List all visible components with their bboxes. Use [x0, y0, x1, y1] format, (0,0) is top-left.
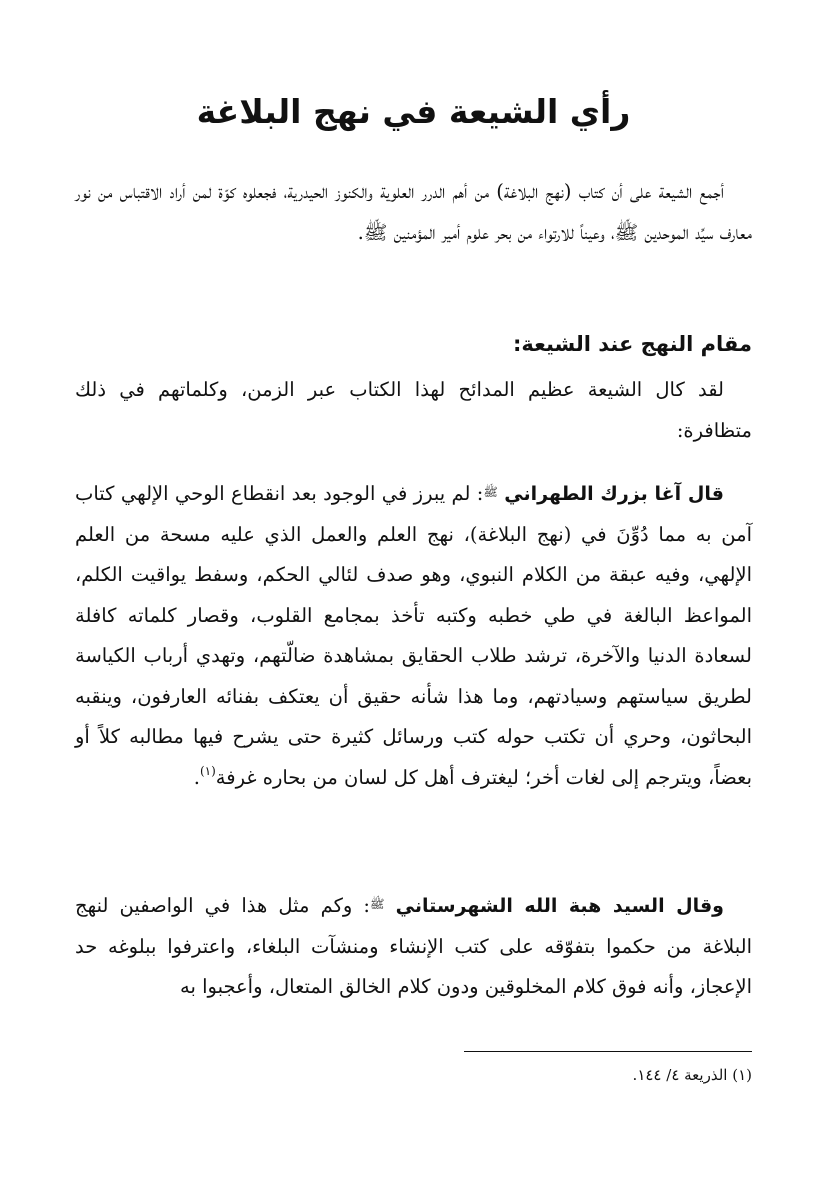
quote-speaker: وقال السيد هبة الله الشهرستاني — [395, 895, 724, 917]
quote-speaker: قال آغا بزرك الطهراني — [504, 483, 724, 505]
page-title: رأي الشيعة في نهج البلاغة — [196, 92, 631, 131]
quote-end: . — [193, 765, 200, 789]
quote-paragraph-shahrestani — [75, 884, 752, 1008]
footnote: (١) الذريعة ٤/ ١٤٤. — [632, 1066, 752, 1084]
honorific-icon: ﷺ — [369, 897, 385, 911]
footnote-marker[interactable]: (١) — [199, 763, 216, 778]
quote-text: : لم يبرز في الوجود بعد انقطاع الوحي الإلهي كتاب آمن به مما دُوِّنَ في (نهج البلاغة)، نهج العلم والعمل الذي عليه مسحة من العلم الإلهي، وفيه عبقة من الكلام النبوي، وهو صدف لئالي الحكم، وسفط يواقيت الكلم، المواعظ البالغة في طي خطبه وكتبه تأخذ بمجامع القلوب، وقصار كلماته كافلة لسعادة الدنيا والآخرة، ترشد طلاب الحقايق بمشاهدة ضالّتهم، وتهدي أرباب الكياسة لطريق سياستهم وسيادتهم، وما هذا شأنه حقيق أن يعتكف بفنائه العارفون، وينقبه البحاثون، وحري أن تكتب حوله كتب ورسائل كثيرة حتى يشرح فيها مطالبه كلاً أو بعضاً، ويترجم إلى لغات أخر؛ ليغترف أهل كل لسان من بحاره غرفة — [75, 482, 752, 789]
intro-paragraph: أجمع الشيعة على أن كتاب (نهج البلاغة) من أهم الدرر العلوية والكنوز الحيدرية، فجعلوه كوّة لمن أراد الاقتباس من نور معارف سيِّد الموحدين ﷺ، وعيناً للارتواء من بحر علوم أمير المؤمنين ﷺ. — [75, 180, 752, 244]
quote-paragraph-tehrani — [75, 472, 752, 798]
quote-text: : وكم مثل هذا في الواصفين لنهج البلاغة من حكموا بتفوّقه على كتب الإنشاء ومنشآت البلغاء، واعترفوا ببلوغه حد الإعجاز، وأنه فوق كلام المخلوقين ودون كلام الخالق المتعال، وأعجبوا به — [75, 894, 752, 998]
honorific-icon: ﷺ — [483, 485, 498, 499]
section-heading: مقام النهج عند الشيعة: — [512, 332, 752, 356]
section-intro-paragraph: لقد كال الشيعة عظيم المدائح لهذا الكتاب عبر الزمن، وكلماتهم في ذلك متظافرة: — [75, 378, 752, 442]
footnote-divider — [464, 1051, 752, 1052]
